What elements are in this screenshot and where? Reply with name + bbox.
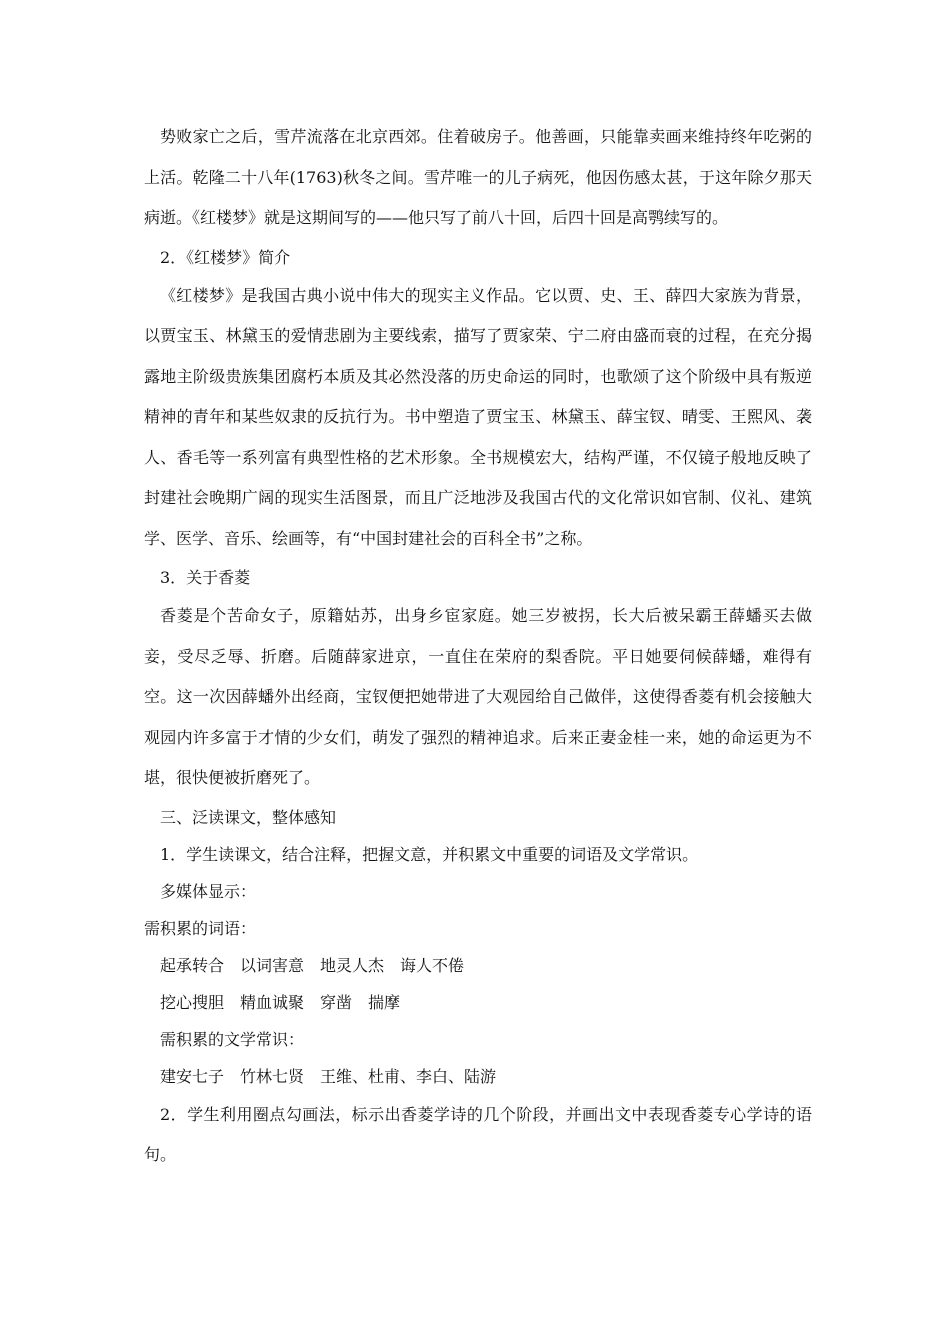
vocabulary-label: 需积累的词语： [144,918,257,938]
vocabulary-row-1: 起承转合 以词害意 地灵人杰 诲人不倦 [160,955,465,975]
heading-hongloumeng-intro: 2．《红楼梦》简介 [160,247,291,267]
heading-about-xiangling: 3．关于香菱 [160,568,251,587]
multimedia-label: 多媒体显示： [160,881,257,901]
paragraph-hongloumeng-intro: 《红楼梦》是我国古典小说中伟大的现实主义作品。它以贾、史、王、薛四大家族为背景，以贾宝玉、林黛玉的爱情悲剧为主要线索，描写了贾家荣、宁二府由盛而衰的过程，在充分揭露地主阶级贵族集团腐朽本质及其必然没落的历史命运的同时，也歌颂了这个阶级中具有叛逆精神的青年和某些奴隶的反抗行为。书中塑造了贾宝玉、林黛玉、薛宝钗、晴雯、王熙风、袭人、香毛等一系列富有典型性格的艺术形象。全书规模宏大，结构严谨，不仅镜子般地反映了封建社会晚期广阔的现实生活图景，而且广泛地涉及我国古代的文化常识如官制、仪礼、建筑学、医学、音乐、绘画等，有“中国封建社会的百科全书”之称。 [144,285,812,548]
section-heading-overall-reading: 三、泛读课文，整体感知 [160,807,337,827]
vocabulary-row-2: 挖心搜胆 精血诚聚 穿凿 揣摩 [160,992,401,1012]
literature-row: 建安七子 竹林七贤 王维、杜甫、李白、陆游 [160,1066,497,1086]
paragraph-caoxueqin-biography: 势败家亡之后，雪芹流落在北京西郊。住着破房子。他善画，只能靠卖画来维持终年吃粥的上活。乾隆二十八年(1763)秋冬之间。雪芹唯一的儿子病死，他因伤感太甚，于这年除夕那天病逝。《红楼梦》就是这期间写的——他只写了前八十回，后四十回是高鹗续写的。 [144,127,812,227]
document-page [144,117,812,1176]
list-item-2: 2．学生利用圈点勾画法，标示出香菱学诗的几个阶段，并画出文中表现香菱专心学诗的语句。 [144,1104,812,1164]
paragraph-about-xiangling: 香菱是个苦命女子，原籍姑苏，出身乡宦家庭。她三岁被拐，长大后被呆霸王薛蟠买去做妾，受尽乏辱、折磨。后随薛家进京，一直住在荣府的梨香院。平日她要伺候薛蟠，难得有空。这一次因薛蟠外出经商，宝钗便把她带进了大观园给自己做伴，这使得香菱有机会接触大观园内许多富于才情的少女们，萌发了强烈的精神追求。后来正妻金桂一来，她的命运更为不堪，很快便被折磨死了。 [144,606,812,787]
list-item-1: 1．学生读课文，结合注释，把握文意，并积累文中重要的词语及文学常识。 [160,844,699,864]
literature-label: 需积累的文学常识： [160,1029,305,1049]
